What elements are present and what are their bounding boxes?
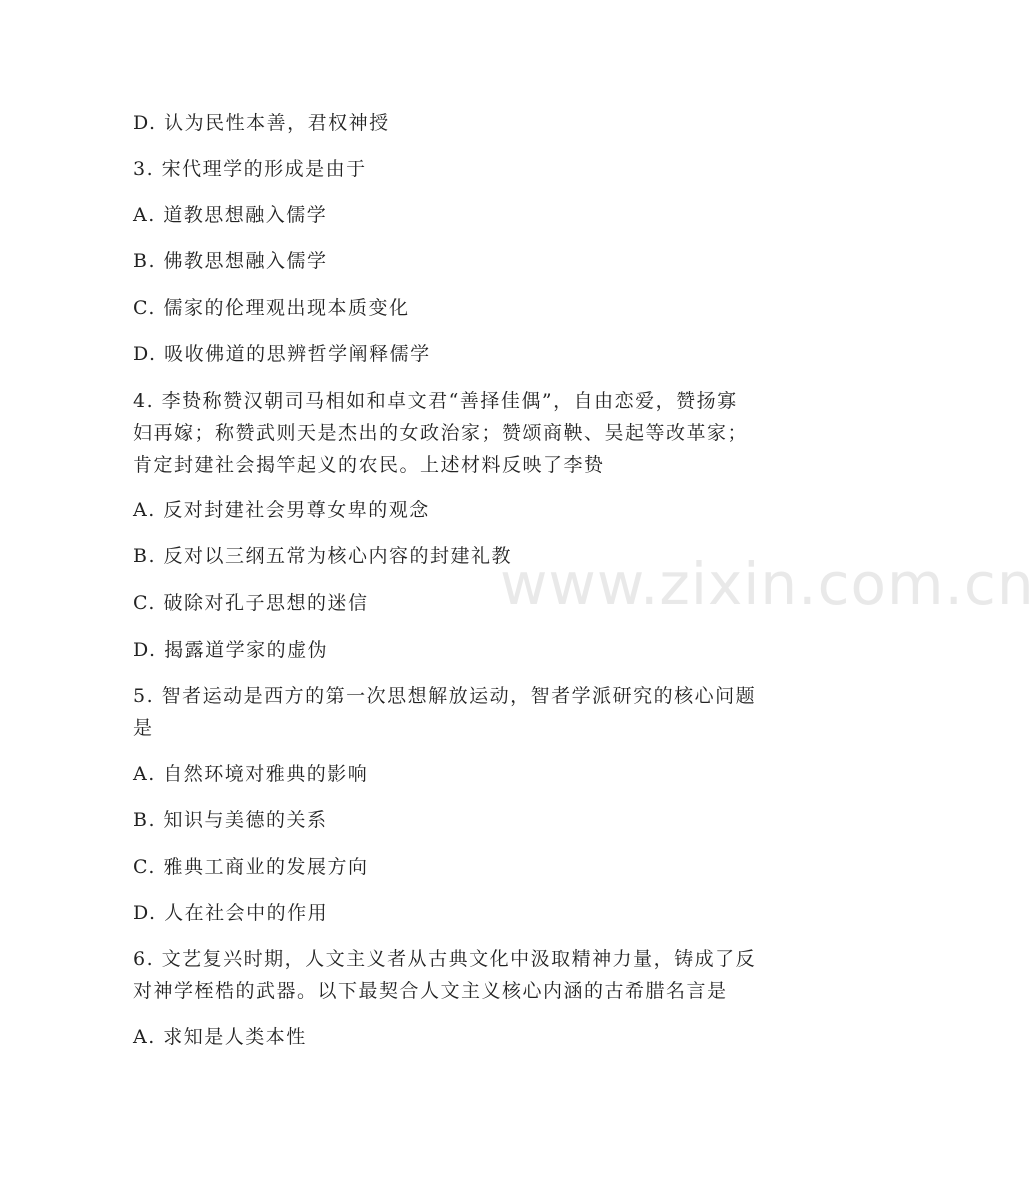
- question-line: 4. 李贽称赞汉朝司马相如和卓文君“善择佳偶”，自由恋爱，赞扬寡: [133, 390, 738, 412]
- question-line: 3. 宋代理学的形成是由于: [133, 158, 367, 180]
- option-line: A. 道教思想融入儒学: [133, 204, 328, 226]
- option-line: C. 雅典工商业的发展方向: [133, 856, 369, 878]
- option-line: D. 吸收佛道的思辨哲学阐释儒学: [133, 343, 431, 365]
- option-line: A. 自然环境对雅典的影响: [133, 763, 369, 785]
- question-line: 是: [133, 717, 154, 739]
- question-line: 对神学桎梏的武器。以下最契合人文主义核心内涵的古希腊名言是: [133, 980, 728, 1002]
- watermark-text: www.zixin.com.cn: [500, 550, 1035, 618]
- option-line: D. 认为民性本善，君权神授: [133, 112, 390, 134]
- question-line: 肯定封建社会揭竿起义的农民。上述材料反映了李贽: [133, 454, 605, 476]
- option-line: B. 佛教思想融入儒学: [133, 250, 328, 272]
- option-line: A. 反对封建社会男尊女卑的观念: [133, 499, 430, 521]
- question-line: 6. 文艺复兴时期，人文主义者从古典文化中汲取精神力量，铸成了反: [133, 948, 757, 970]
- option-line: C. 儒家的伦理观出现本质变化: [133, 297, 410, 319]
- option-line: A. 求知是人类本性: [133, 1026, 307, 1048]
- option-line: C. 破除对孔子思想的迷信: [133, 592, 369, 614]
- option-line: B. 知识与美德的关系: [133, 809, 328, 831]
- option-line: B. 反对以三纲五常为核心内容的封建礼教: [133, 545, 513, 567]
- option-line: D. 揭露道学家的虚伪: [133, 639, 329, 661]
- question-line: 5. 智者运动是西方的第一次思想解放运动，智者学派研究的核心问题: [133, 685, 757, 707]
- option-line: D. 人在社会中的作用: [133, 902, 329, 924]
- question-line: 妇再嫁；称赞武则天是杰出的女政治家；赞颂商鞅、吴起等改革家；: [133, 422, 749, 444]
